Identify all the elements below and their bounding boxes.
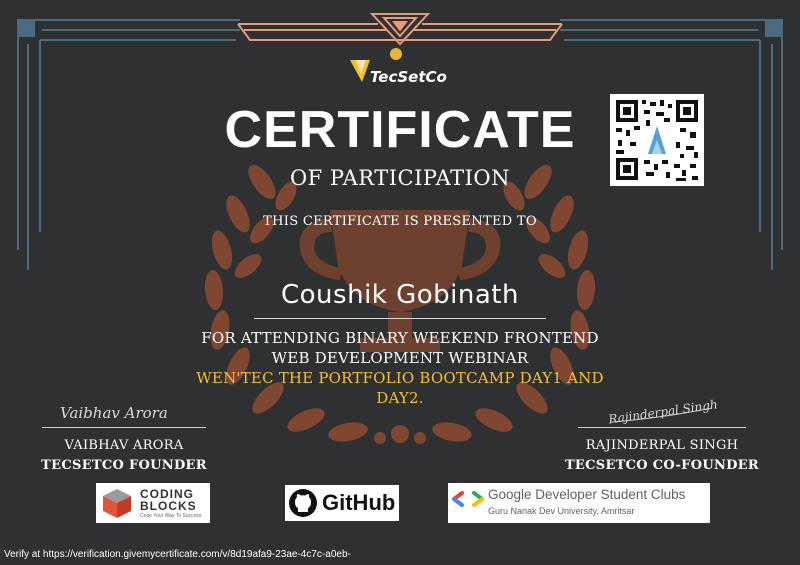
brand-name: TecSetCo xyxy=(370,68,447,86)
description-line-1: FOR ATTENDING BINARY WEEKEND FRONTEND xyxy=(201,329,599,347)
github-logo xyxy=(285,485,399,521)
top-ornament xyxy=(238,14,562,44)
coding-blocks-line-2: BLOCKS xyxy=(140,499,197,513)
coding-blocks-tagline: Code Your Way To Success xyxy=(140,513,202,519)
left-signature-line xyxy=(42,427,206,428)
coding-blocks-line-1: CODING xyxy=(140,487,194,501)
tecsetco-logo-icon xyxy=(348,58,372,86)
left-signature-image xyxy=(58,396,178,428)
right-signature-text: Rajinderpal Singh xyxy=(607,397,719,427)
right-signatory-role: TECSETCO CO-FOUNDER xyxy=(564,458,760,473)
right-signature-image xyxy=(592,392,732,430)
coding-blocks-cube-icon xyxy=(100,486,134,520)
recipient-name: Coushik Gobinath xyxy=(281,280,519,310)
certificate-title: CERTIFICATE xyxy=(224,101,576,159)
right-signatory-name: RAJINDERPAL SINGH xyxy=(585,438,739,453)
gdsc-subtitle: Guru Nanak Dev University, Amritsar xyxy=(488,506,635,516)
event-line-2: DAY2. xyxy=(376,389,424,407)
github-octocat-icon xyxy=(288,488,318,518)
gdsc-title: Google Developer Student Clubs xyxy=(488,487,686,502)
gdsc-logo xyxy=(448,483,710,523)
recipient-underline xyxy=(254,318,546,319)
github-wordmark: GitHub xyxy=(322,490,396,515)
presented-to-label: THIS CERTIFICATE IS PRESENTED TO xyxy=(263,214,537,229)
left-signatory-role: TECSETCO FOUNDER xyxy=(41,458,207,473)
coding-blocks-logo xyxy=(96,483,210,523)
left-signatory-name: VAIBHAV ARORA xyxy=(64,438,184,453)
event-line-1: WEN'TEC THE PORTFOLIO BOOTCAMP DAY1 AND xyxy=(196,369,604,387)
left-signature-text: Vaibhav Arora xyxy=(60,404,168,422)
verification-link[interactable]: Verify at https://verification.givemycertificate.com/v/8d19afa9-23ae-4c7c-a0eb- xyxy=(4,549,351,560)
right-signature-line xyxy=(578,427,746,428)
description-line-2: WEB DEVELOPMENT WEBINAR xyxy=(271,349,529,367)
gdsc-brackets-icon xyxy=(452,491,484,513)
certificate-subtitle: OF PARTICIPATION xyxy=(289,166,511,190)
